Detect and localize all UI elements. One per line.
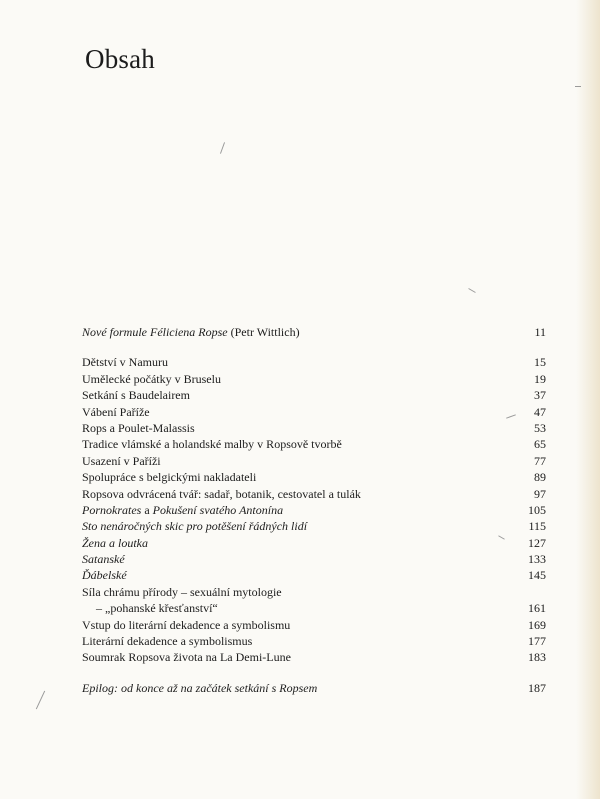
toc-entry-title-part: Soumrak Ropsova života na La Demi-Lune	[82, 650, 291, 665]
toc-entry-title	[82, 518, 307, 534]
toc-entry	[82, 486, 546, 502]
toc-entry	[82, 354, 546, 370]
toc-entry-title-part: Rops a Poulet-Malassis	[82, 420, 195, 435]
toc-entry-title	[82, 469, 256, 485]
toc-entry-title	[82, 633, 252, 649]
toc-entry-page-number: 15	[534, 355, 546, 370]
toc-entry-page-number: 161	[528, 601, 546, 616]
toc-entry	[82, 649, 546, 665]
toc-entry-title	[82, 420, 195, 436]
toc-entry	[82, 551, 546, 567]
toc-entry-title-part: Sto nenáročných skic pro potěšení řádných lidí	[82, 519, 308, 534]
toc-entry-title	[82, 584, 282, 600]
toc-entry-title-part: a	[141, 502, 153, 517]
toc-entry	[82, 371, 546, 387]
toc-entry	[82, 535, 546, 551]
toc-entry-page-number: 77	[534, 453, 546, 468]
toc-entry	[82, 436, 546, 452]
toc-entry-title-part: Literární dekadence a symbolismus	[82, 634, 253, 649]
page-title: Obsah	[85, 44, 155, 74]
toc-entry-page-number: 183	[528, 650, 546, 665]
toc-entry-page-number: 53	[534, 420, 546, 435]
toc-entry-title	[82, 502, 283, 518]
toc-entry-title-part: Epilog: od konce až na začátek setkání s Ropsem	[82, 680, 318, 695]
toc-entry-title	[82, 567, 127, 583]
toc-entry-page-number: 89	[534, 470, 546, 485]
toc-entry-page-number: 177	[528, 634, 546, 649]
toc-entry-title-part: Vstup do literární dekadence a symbolismu	[82, 617, 291, 632]
toc-entry-title	[82, 649, 291, 665]
table-of-contents	[82, 324, 546, 696]
toc-entry-title-part: Satanské	[82, 552, 125, 567]
toc-entry	[82, 633, 546, 649]
toc-entry-page-number: 11	[534, 325, 546, 339]
toc-entry-title-part: Ropsova odvrácená tvář: sadař, botanik, cestovatel a tulák	[82, 486, 361, 501]
toc-entry-title	[82, 617, 290, 633]
toc-entry-page-number: 105	[528, 502, 546, 517]
toc-entry	[82, 518, 546, 534]
toc-entry-title-part: Nové formule Féliciena Ropse	[82, 325, 228, 339]
toc-entry-page-number: 133	[528, 552, 546, 567]
toc-entry-title-part: Síla chrámu přírody – sexuální mytologie	[82, 584, 282, 599]
toc-entry-page-number: 19	[534, 371, 546, 386]
toc-entry-title-part: Usazení v Paříži	[82, 453, 161, 468]
toc-entry-title	[82, 324, 300, 340]
toc-entry	[82, 502, 546, 518]
page-edge-shadow	[576, 0, 600, 799]
toc-entry	[82, 469, 546, 485]
toc-entry-title-part: Setkání s Baudelairem	[82, 388, 190, 403]
toc-entry-title	[82, 600, 218, 616]
toc-entry	[82, 680, 546, 696]
toc-entry-page-number: 127	[528, 535, 546, 550]
toc-entry-page-number: 145	[528, 568, 546, 583]
toc-entry	[82, 617, 546, 633]
toc-entry-title-part: Dětství v Namuru	[82, 355, 168, 370]
toc-entry-title	[82, 535, 148, 551]
toc-entry	[82, 404, 546, 420]
toc-entry	[82, 600, 546, 616]
toc-entry-title	[82, 371, 221, 387]
toc-entry-page-number: 169	[528, 617, 546, 632]
toc-entry-page-number: 97	[534, 486, 546, 501]
toc-entry-title-part: Pornokrates	[82, 502, 142, 517]
toc-entry-title	[82, 551, 125, 567]
toc-entry-title-part: Tradice vlámské a holandské malby v Ropsově tvorbě	[82, 437, 342, 452]
toc-entry	[82, 324, 546, 340]
toc-entry	[82, 584, 546, 600]
toc-entry-page-number: 187	[528, 680, 546, 695]
toc-entry-title	[82, 404, 150, 420]
toc-entry-page-number: 47	[534, 404, 546, 419]
toc-entry-title	[82, 354, 168, 370]
toc-entry-title	[82, 436, 342, 452]
toc-entry-title-part: Vábení Paříže	[82, 404, 150, 419]
toc-entry	[82, 453, 546, 469]
toc-entry-title-part: Spolupráce s belgickými nakladateli	[82, 470, 257, 485]
toc-entry-title	[82, 387, 190, 403]
toc-entry-title	[82, 680, 317, 696]
toc-entry	[82, 567, 546, 583]
toc-entry-title	[82, 453, 161, 469]
toc-entry-title-part: – „pohanské křesťanství“	[96, 601, 218, 616]
toc-entry-page-number: 65	[534, 437, 546, 452]
toc-entry-title-part: Žena a loutka	[82, 535, 148, 550]
toc-entry-page-number: 37	[534, 388, 546, 403]
toc-entry-title-part: Pokušení svatého Antonína	[152, 502, 284, 517]
toc-entry-page-number: 115	[528, 519, 546, 534]
toc-entry-title-part: Ďábelské	[82, 568, 127, 583]
toc-entry-title-part: (Petr Wittlich)	[227, 325, 300, 339]
toc-entry	[82, 387, 546, 403]
toc-entry-title	[82, 486, 361, 502]
toc-entry	[82, 420, 546, 436]
toc-entry-title-part: Umělecké počátky v Bruselu	[82, 371, 221, 386]
